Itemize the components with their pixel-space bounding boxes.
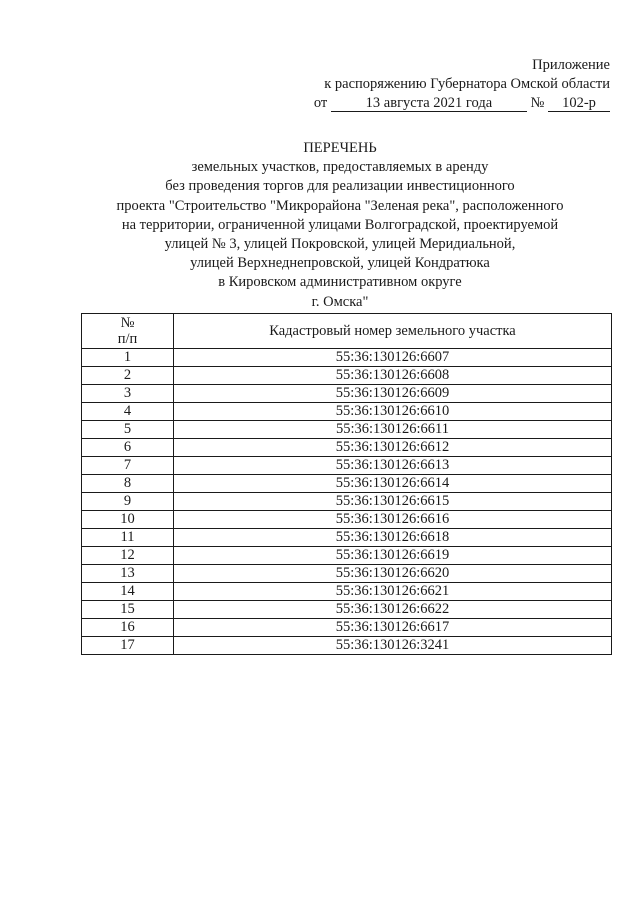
- cadastral-number: 55:36:130126:6612: [174, 439, 612, 457]
- cadastral-number: 55:36:130126:3241: [174, 637, 612, 655]
- table-row: [82, 367, 612, 385]
- cadastral-number: 55:36:130126:6618: [174, 529, 612, 547]
- row-number: 17: [82, 637, 174, 655]
- land-plots-table: [81, 313, 612, 655]
- subtitle-line: улицей № 3, улицей Покровской, улицей Меридиальной,: [164, 236, 516, 253]
- cadastral-number: 55:36:130126:6615: [174, 493, 612, 511]
- column-header-number-line2: п/п: [117, 331, 138, 347]
- appendix-title: Приложение: [532, 57, 610, 73]
- row-number: 9: [82, 493, 174, 511]
- cadastral-number: 55:36:130126:6621: [174, 583, 612, 601]
- cadastral-number: 55:36:130126:6613: [174, 457, 612, 475]
- row-number: 8: [82, 475, 174, 493]
- cadastral-number: 55:36:130126:6622: [174, 601, 612, 619]
- table-row: [82, 457, 612, 475]
- table-row: [82, 511, 612, 529]
- table-row: [82, 565, 612, 583]
- appendix-block: [314, 56, 610, 114]
- order-date: 13 августа 2021 года: [331, 95, 527, 112]
- row-number: 1: [82, 349, 174, 367]
- row-number: 16: [82, 619, 174, 637]
- table-row: [82, 601, 612, 619]
- column-header-cadastral: Кадастровый номер земельного участка: [174, 314, 612, 349]
- table-row: [82, 475, 612, 493]
- column-header-number-line1: №: [120, 315, 135, 331]
- cadastral-number: 55:36:130126:6616: [174, 511, 612, 529]
- table-row: [82, 385, 612, 403]
- table-row: [82, 619, 612, 637]
- appendix-reference: к распоряжению Губернатора Омской области: [324, 76, 610, 92]
- row-number: 12: [82, 547, 174, 565]
- subtitle-line: без проведения торгов для реализации инвестиционного: [165, 178, 515, 195]
- from-label: от: [313, 95, 328, 111]
- cadastral-number: 55:36:130126:6614: [174, 475, 612, 493]
- table-row: [82, 637, 612, 655]
- cadastral-number: 55:36:130126:6611: [174, 421, 612, 439]
- subtitle-line: в Кировском административном округе: [218, 274, 462, 291]
- row-number: 13: [82, 565, 174, 583]
- table-row: [82, 439, 612, 457]
- cadastral-number: 55:36:130126:6619: [174, 547, 612, 565]
- row-number: 10: [82, 511, 174, 529]
- row-number: 6: [82, 439, 174, 457]
- cadastral-number: 55:36:130126:6617: [174, 619, 612, 637]
- row-number: 11: [82, 529, 174, 547]
- cadastral-number: 55:36:130126:6607: [174, 349, 612, 367]
- column-header-number: [82, 314, 174, 349]
- cadastral-number: 55:36:130126:6609: [174, 385, 612, 403]
- subtitle-line: улицей Верхнеднепровской, улицей Кондратюка: [190, 255, 490, 272]
- table-row: [82, 493, 612, 511]
- table-row: [82, 403, 612, 421]
- document-title: ПЕРЕЧЕНЬ: [303, 140, 377, 156]
- document-subtitle: [70, 158, 610, 312]
- number-label: №: [530, 95, 545, 111]
- table-row: [82, 583, 612, 601]
- cadastral-number: 55:36:130126:6608: [174, 367, 612, 385]
- row-number: 2: [82, 367, 174, 385]
- table-row: [82, 529, 612, 547]
- subtitle-line: г. Омска": [311, 293, 369, 310]
- table-body: [82, 349, 612, 655]
- row-number: 15: [82, 601, 174, 619]
- table-row: [82, 349, 612, 367]
- order-number: 102-р: [548, 95, 610, 112]
- row-number: 5: [82, 421, 174, 439]
- document-heading: [0, 139, 640, 312]
- appendix-date-number: [314, 94, 610, 114]
- subtitle-line: земельных участков, предоставляемых в аренду: [191, 159, 489, 176]
- subtitle-line: на территории, ограниченной улицами Волгоградской, проектируемой: [121, 216, 559, 233]
- table-header-row: [82, 314, 612, 349]
- cadastral-number: 55:36:130126:6620: [174, 565, 612, 583]
- row-number: 4: [82, 403, 174, 421]
- table-row: [82, 547, 612, 565]
- row-number: 7: [82, 457, 174, 475]
- subtitle-line: проекта "Строительство "Микрорайона "Зеленая река", расположенного: [116, 197, 564, 214]
- table-row: [82, 421, 612, 439]
- row-number: 3: [82, 385, 174, 403]
- cadastral-number: 55:36:130126:6610: [174, 403, 612, 421]
- row-number: 14: [82, 583, 174, 601]
